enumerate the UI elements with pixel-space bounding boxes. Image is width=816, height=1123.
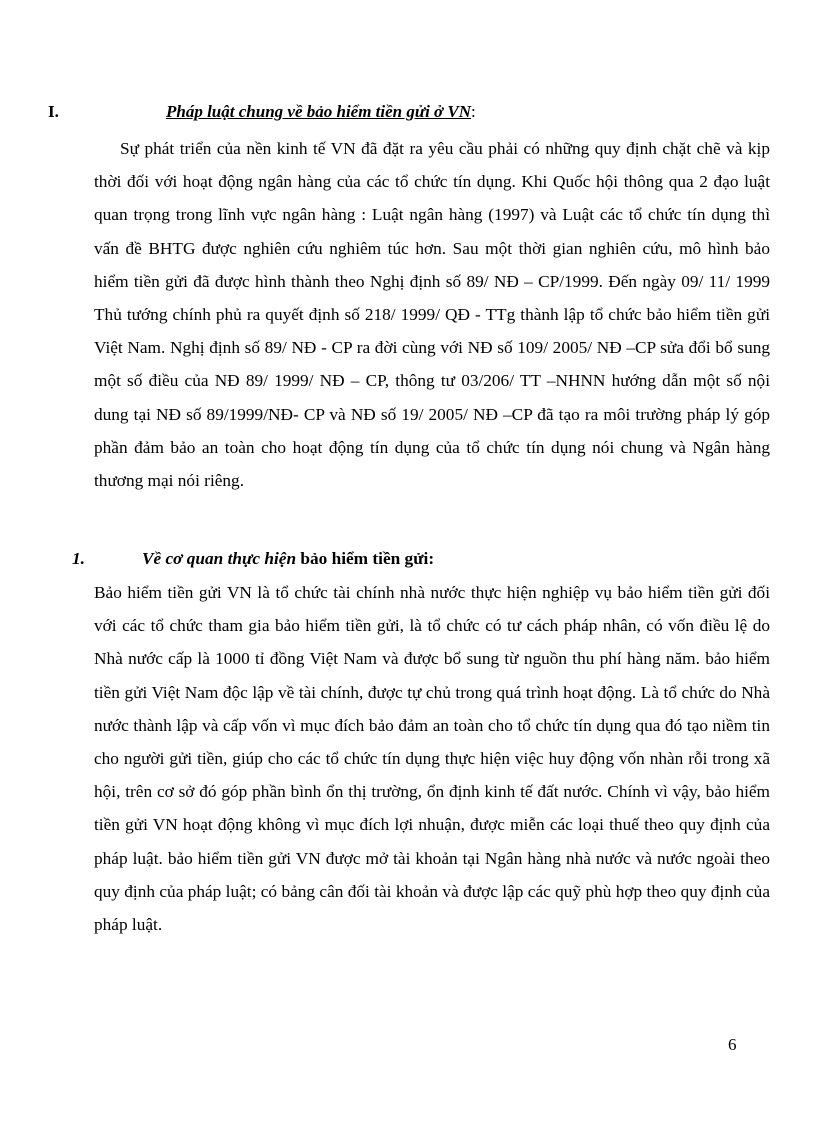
body-paragraph: Bảo hiểm tiền gửi VN là tổ chức tài chính nhà nước thực hiện nghiệp vụ bảo hiểm tiền gửi đối với các tổ chức tham gia bảo hiểm tiền gửi, là tổ chức có tư cách pháp nhân, có vốn điều lệ do Nhà nước cấp là 1000 tỉ đồng Việt Nam và được bổ sung từ nguồn thu phí hàng năm. bảo hiểm tiền gửi Việt Nam độc lập về tài chính, được tự chủ trong quá trình hoạt động. Là tổ chức do Nhà nước thành lập và cấp vốn vì mục đích bảo đảm an toàn cho tổ chức tín dụng qua đó tạo niềm tin cho người gửi tiền, giúp cho các tổ chức tín dụng thực hiện việc huy động vốn nhàn rỗi trong xã hội, trên cơ sở đó góp phần bình ổn thị trường, ổn định kinh tế đất nước. Chính vì vậy, bảo hiểm tiền gửi VN hoạt động không vì mục đích lợi nhuận, được miễn các loại thuế theo quy định của pháp luật. bảo hiểm tiền gửi VN được mở tài khoản tại Ngân hàng nhà nước và nước ngoài theo quy định của pháp luật; có bảng cân đối tài khoản và được lập các quỹ phù hợp theo quy định của pháp luật. — [94, 583, 770, 935]
section-title: Pháp luật chung về bảo hiểm tiền gửi ở VN — [166, 102, 472, 121]
section-title-suffix: : — [471, 102, 476, 121]
subsection-title-italic: Về cơ quan thực hiện — [142, 549, 297, 568]
subsection-number: 1. — [72, 549, 85, 568]
page-number: 6 — [728, 1035, 737, 1054]
subsection-heading — [72, 546, 434, 572]
subsection-title-bold: bảo hiểm tiền gửi: — [296, 549, 435, 568]
section-heading — [48, 100, 768, 124]
intro-paragraph: Sự phát triển của nền kinh tế VN đã đặt ra yêu cầu phải có những quy định chặt chẽ và kịp thời đối với hoạt động ngân hàng của các tổ chức tín dụng. Khi Quốc hội thông qua 2 đạo luật quan trọng trong lĩnh vực ngân hàng : Luật ngân hàng (1997) và Luật các tổ chức tín dụng thì vấn đề BHTG được nghiên cứu nghiêm túc hơn. Sau một thời gian nghiên cứu, mô hình bảo hiểm tiền gửi đã được hình thành theo Nghị định số 89/ NĐ – CP/1999. Đến ngày 09/ 11/ 1999 Thủ tướng chính phủ ra quyết định số 218/ 1999/ QĐ - TTg thành lập tổ chức bảo hiểm tiền gửi Việt Nam. Nghị định số 89/ NĐ - CP ra đời cùng với NĐ số 109/ 2005/ NĐ –CP sửa đổi bổ sung một số điều của NĐ 89/ 1999/ NĐ – CP, thông tư 03/206/ TT –NHNN hướng dẫn một số nội dung tại NĐ số 89/1999/NĐ- CP và NĐ số 19/ 2005/ NĐ –CP đã tạo ra môi trường pháp lý góp phần đảm bảo an toàn cho hoạt động tín dụng của tổ chức tín dụng nói chung và Ngân hàng thương mại nói riêng. — [94, 139, 770, 491]
section-number: I. — [48, 102, 59, 121]
